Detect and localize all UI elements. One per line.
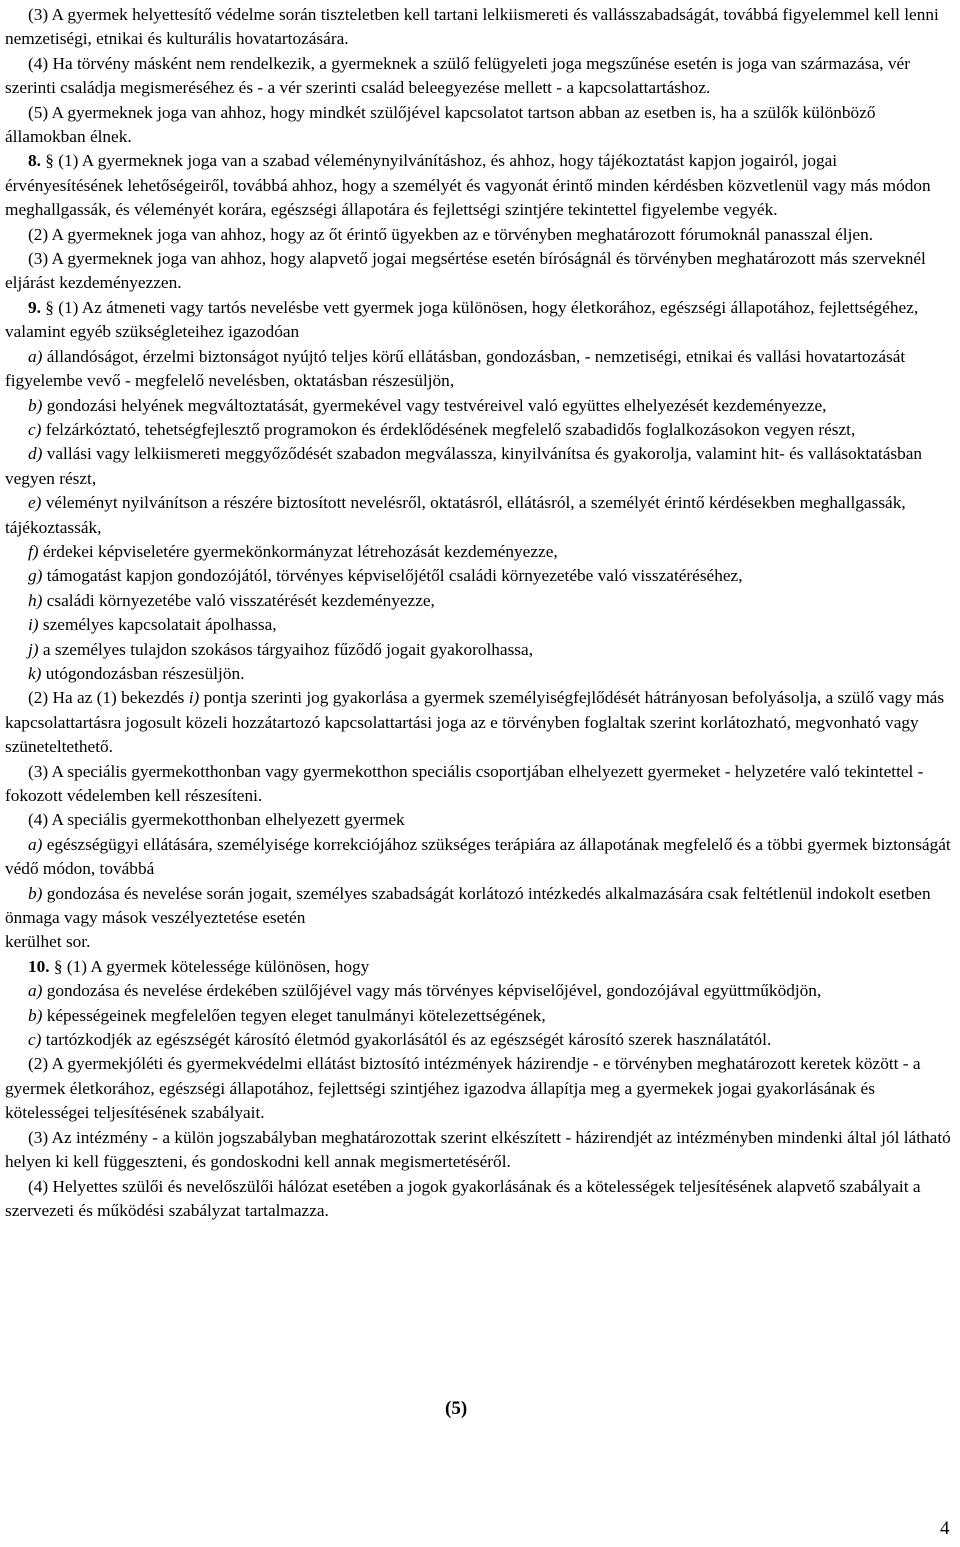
paragraph-text: (3) Az intézmény - a külön jogszabályban meghatározottak szerint elkészített - házirendjét az intézményben mindenki által jól látható helyen ki kell függeszteni, és gondoskodni kell annak megismertetéséről.: [5, 1127, 951, 1172]
point-letter: e): [28, 493, 42, 513]
paragraph-p10-4: [5, 1175, 953, 1224]
paragraph-p8-1: [5, 149, 953, 222]
point-letter: i): [188, 688, 200, 708]
paragraph-p9-2: [5, 686, 953, 759]
paragraph-text: kerülhet sor.: [5, 932, 91, 952]
paragraph-text: (5) A gyermeknek joga van ahhoz, hogy mindkét szülőjével kapcsolatot tartson abban az esetben is, ha a szülők különböző államokban élnek.: [5, 102, 876, 147]
paragraph-text: a személyes tulajdon szokásos tárgyaihoz fűződő jogait gyakorolhassa,: [38, 639, 534, 659]
paragraph-p9-4a: [5, 833, 953, 882]
point-letter: c): [28, 1030, 42, 1050]
paragraph-text: személyes kapcsolatait ápolhassa,: [38, 615, 277, 635]
paragraph-text: vallási vagy lelkiismereti meggyőződését szabadon megválassza, kinyilvánítsa és gyakorolja, valamint hit- és vallásoktatásban vegyen részt,: [5, 444, 923, 488]
paragraph-p10-c: [5, 1028, 953, 1052]
paragraph-p7-3: [5, 3, 953, 52]
paragraph-text: érdekei képviseletére gyermekönkormányzat létrehozását kezdeményezze,: [38, 541, 558, 561]
paragraph-text: (2) A gyermekjóléti és gyermekvédelmi ellátást biztosító intézmények házirendje - e törvényben meghatározott keretek között - a gyermek életkorához, egészségi állapotához, fejlettségi szintjéhez igazodva állapítja meg a gyermekek jogai gyakorlásának és kötelességei teljesítésének szabályait.: [5, 1054, 921, 1123]
paragraph-text: (4) A speciális gyermekotthonban elhelyezett gyermek: [28, 810, 405, 830]
paragraph-p7-4: [5, 52, 953, 101]
paragraph-text: (4) Helyettes szülői és nevelőszülői hálózat esetében a jogok gyakorlásának és a kötelességek teljesítésének alapvető szabályait a szervezeti és működési szabályzat tartalmazza.: [5, 1176, 921, 1220]
paragraph-text: állandóságot, érzelmi biztonságot nyújtó teljes körű ellátásban, gondozásban, - nemzetiségi, etnikai és vallási hovatartozását figyelembe vevő - megfelelő nevelésben, oktatásban részesüljön,: [5, 346, 906, 391]
paragraph-text: gondozása és nevelése érdekében szülőjével vagy más törvényes képviselőjével, gondozójával együttműködjön,: [42, 981, 822, 1001]
point-letter: f): [28, 541, 39, 561]
paragraph-text: pontja szerinti jog gyakorlása a gyermek személyiségfejlődését hátrányosan befolyásolja, a szülő vagy más kapcsolattartásra jogosult közeli hozzátartozó kapcsolattartási joga az e törvényben foglaltak szerint korlátozható, megvonható vagy szüneteltethető.: [5, 688, 945, 757]
point-letter: a): [28, 346, 43, 366]
paragraph-p10-b: [5, 1004, 953, 1028]
paragraph-p9-g: [5, 564, 953, 588]
paragraph-p9-e: [5, 491, 953, 540]
paragraph-p9-4b: [5, 882, 953, 931]
paragraph-p10-3: [5, 1126, 953, 1175]
section-marker: (5): [445, 1398, 468, 1419]
paragraph-p8-2: [5, 223, 953, 247]
paragraph-p9-4: [5, 808, 953, 832]
paragraph-text: családi környezetébe való visszatérését kezdeményezze,: [42, 590, 435, 610]
paragraph-text: (2) A gyermeknek joga van ahhoz, hogy az őt érintő ügyekben az e törvényben meghatározott fórumoknál panasszal éljen.: [28, 224, 874, 244]
point-letter: a): [28, 981, 43, 1001]
paragraph-text: (3) A gyermeknek joga van ahhoz, hogy alapvető jogai megsértése esetén bíróságnál és törvényben meghatározott más szerveknél eljárást kezdeményezzen.: [5, 249, 926, 293]
point-letter: b): [28, 883, 43, 903]
paragraph-p10-2: [5, 1052, 953, 1125]
paragraph-p9-3: [5, 760, 953, 809]
paragraph-p9-4c: [5, 930, 953, 954]
paragraph-text: (3) A speciális gyermekotthonban vagy gyermekotthon speciális csoportjában elhelyezett gyermeket - helyzetére való tekintettel - fokozott védelemben kell részesíteni.: [5, 761, 924, 805]
paragraph-text: képességeinek megfelelően tegyen eleget tanulmányi kötelezettségének,: [42, 1005, 546, 1025]
paragraph-p9-k: [5, 662, 953, 686]
paragraph-p8-3: [5, 247, 953, 296]
point-letter: a): [28, 834, 43, 854]
paragraph-text: tartózkodjék az egészségét károsító életmód gyakorlásától és az egészségét károsító szerek használatától.: [41, 1030, 772, 1050]
paragraph-p9-f: [5, 540, 953, 564]
point-letter: d): [28, 444, 43, 464]
paragraph-p9-h: [5, 589, 953, 613]
paragraph-text: (3) A gyermek helyettesítő védelme során tiszteletben kell tartani lelkiismereti és vallásszabadságát, továbbá figyelemmel kell lenni nemzetiségi, etnikai és kulturális hovatartozására.: [5, 5, 939, 49]
section-number: 9.: [28, 297, 41, 317]
paragraph-prefix: (2) Ha az (1) bekezdés: [28, 688, 189, 708]
paragraph-text: gondozása és nevelése során jogait, személyes szabadságát korlátozó intézkedés alkalmazására csak feltétlenül indokolt esetben önmaga vagy mások veszélyeztetése esetén: [5, 883, 931, 928]
point-letter: b): [28, 395, 43, 415]
paragraph-p10-a: [5, 979, 953, 1003]
section-number: 10.: [28, 956, 50, 976]
paragraph-text: gondozási helyének megváltoztatását, gyermekével vagy testvéreivel való együttes elhelyezését kezdeményezze,: [42, 395, 827, 415]
paragraph-p9-j: [5, 638, 953, 662]
paragraph-text: felzárkóztató, tehetségfejlesztő programokon és érdeklődésének megfelelő szabadidős foglalkozásokon vegyen részt,: [41, 419, 856, 439]
paragraph-p9-a: [5, 345, 953, 394]
paragraph-text: § (1) A gyermeknek joga van a szabad véleménynyilvánításhoz, és ahhoz, hogy tájékoztatást kapjon jogairól, jogai érvényesítésének lehetőségeiről, továbbá ahhoz, hogy a személyét és vagyonát érintő minden kérdésben közvetlenül vagy más módon meghallgassák, és véleményét korára, egészségi állapotára és fejlettségi szintjére tekintettel figyelembe vegyék.: [5, 151, 931, 220]
point-letter: b): [28, 1005, 43, 1025]
paragraph-text: utógondozásban részesüljön.: [41, 663, 245, 683]
point-letter: i): [28, 615, 39, 635]
paragraph-p10-1: [5, 955, 953, 979]
point-letter: g): [28, 566, 43, 586]
page-number: 4: [940, 1518, 950, 1539]
paragraph-text: (4) Ha törvény másként nem rendelkezik, a gyermeknek a szülő felügyeleti joga megszűnése esetén is joga van származása, vér szerinti családja megismeréséhez és - a vér szerinti család beleegyezése mellett - a kapcsolattartáshoz.: [5, 53, 910, 98]
paragraph-p7-5: [5, 101, 953, 150]
paragraph-text: egészségügyi ellátására, személyisége korrekciójához szükséges terápiára az állapotának megfelelő és a többi gyermek biztonságát védő módon, továbbá: [5, 834, 951, 879]
document-body: [5, 3, 953, 1223]
paragraph-text: támogatást kapjon gondozójától, törvényes képviselőjétől családi környezetébe való visszatéréséhez,: [42, 566, 743, 586]
paragraph-p9-d: [5, 442, 953, 491]
paragraph-p9-c: [5, 418, 953, 442]
paragraph-text: § (1) Az átmeneti vagy tartós nevelésbe vett gyermek joga különösen, hogy életkorához, egészségi állapotához, fejlettségéhez, valamint egyéb szükségleteihez igazodóan: [5, 297, 919, 342]
section-number: 8.: [28, 151, 41, 171]
point-letter: h): [28, 590, 43, 610]
paragraph-p9-b: [5, 394, 953, 418]
point-letter: c): [28, 419, 42, 439]
point-letter: j): [28, 639, 39, 659]
paragraph-text: véleményt nyilvánítson a részére biztosított nevelésről, oktatásról, ellátásról, a személyét érintő kérdésekben meghallgassák, tájékoztassák,: [5, 493, 906, 537]
paragraph-text: § (1) A gyermek kötelessége különösen, hogy: [49, 956, 370, 976]
point-letter: k): [28, 663, 42, 683]
paragraph-p9-1: [5, 296, 953, 345]
paragraph-p9-i: [5, 613, 953, 637]
